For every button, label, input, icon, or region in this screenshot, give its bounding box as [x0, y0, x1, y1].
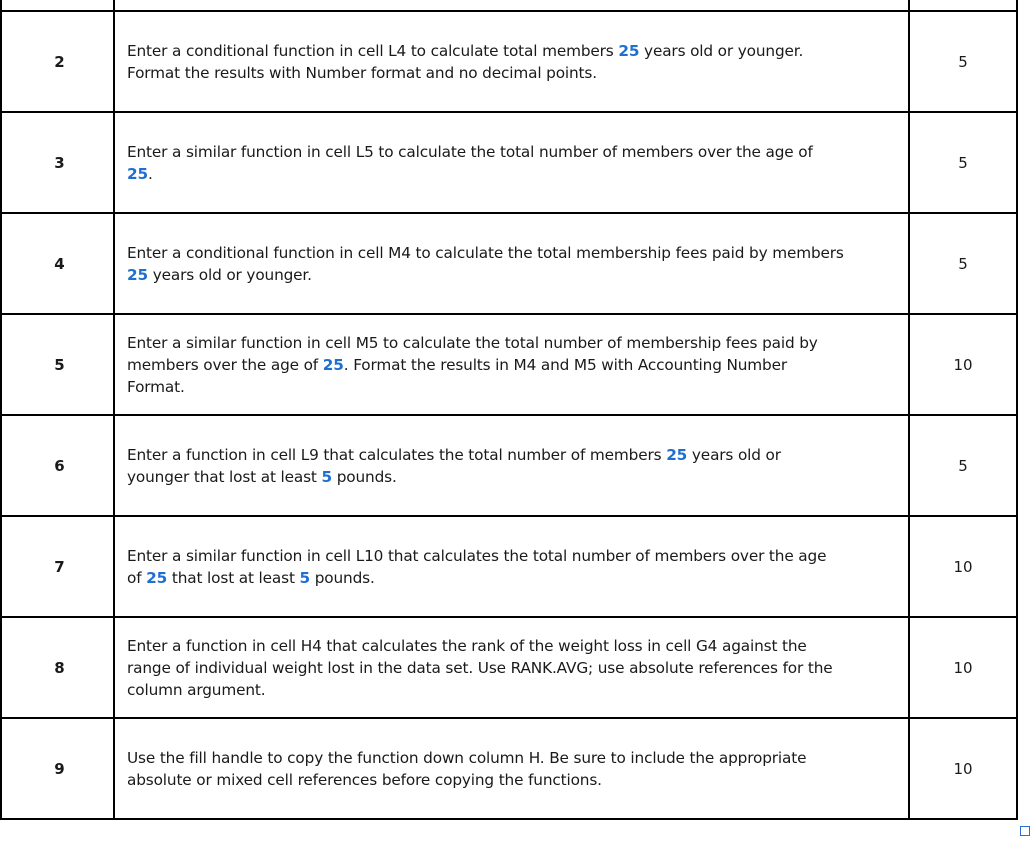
- step-points: 5: [909, 11, 1017, 112]
- step-points: 10: [909, 617, 1017, 718]
- step-description: [114, 112, 909, 213]
- description-text: column argument.: [127, 680, 266, 699]
- step-description: [114, 314, 909, 415]
- description-text: that lost at least: [167, 568, 300, 587]
- description-text: Enter a conditional function in cell L4 to calculate total members: [127, 41, 619, 60]
- description-line: [127, 747, 900, 769]
- fill-handle-square[interactable]: [1020, 826, 1030, 836]
- highlighted-value: 25: [146, 568, 168, 587]
- description-text: Enter a similar function in cell L5 to calculate the total number of members over the age of: [127, 142, 813, 161]
- description-text: Enter a similar function in cell M5 to calculate the total number of membership fees paid by: [127, 333, 818, 352]
- description-line: [127, 657, 900, 679]
- description-text: Use the fill handle to copy the function down column H. Be sure to include the appropriate: [127, 748, 807, 767]
- table-row: [1, 314, 1017, 415]
- step-description: [114, 617, 909, 718]
- step-points: 10: [909, 718, 1017, 819]
- step-points: 10: [909, 314, 1017, 415]
- step-description: [114, 718, 909, 819]
- step-description: [114, 213, 909, 314]
- description-text: . Format the results in M4 and M5 with Accounting Number: [343, 355, 788, 374]
- description-line: [127, 545, 900, 567]
- step-number: 7: [1, 516, 114, 617]
- description-text: of: [127, 568, 147, 587]
- description-text: Enter a function in cell H4 that calculates the rank of the weight loss in cell G4 against the: [127, 636, 807, 655]
- description-line: [127, 444, 900, 466]
- description-line: [127, 163, 900, 185]
- step-number: 9: [1, 718, 114, 819]
- step-points: 5: [909, 415, 1017, 516]
- step-number: 4: [1, 213, 114, 314]
- step-points: 10: [909, 516, 1017, 617]
- description-line: [127, 376, 900, 398]
- step-points: 5: [909, 213, 1017, 314]
- step-description-cell: [114, 0, 909, 11]
- step-number: 5: [1, 314, 114, 415]
- step-description: [114, 11, 909, 112]
- description-text: range of individual weight lost in the data set. Use RANK.AVG; use absolute references for the: [127, 658, 833, 677]
- description-line: [127, 332, 900, 354]
- instructions-table-body: [1, 0, 1017, 819]
- description-line: [127, 567, 900, 589]
- description-text: pounds.: [332, 467, 397, 486]
- description-text: Enter a conditional function in cell M4 to calculate the total membership fees paid by members: [127, 243, 844, 262]
- table-row: [1, 516, 1017, 617]
- step-number: 2: [1, 11, 114, 112]
- description-line: [127, 264, 900, 286]
- highlighted-value: 5: [299, 568, 310, 587]
- description-text: years old or younger.: [148, 265, 312, 284]
- table-row: [1, 415, 1017, 516]
- description-text: Format the results with Number format and no decimal points.: [127, 63, 597, 82]
- description-text: pounds.: [310, 568, 375, 587]
- table-row: [1, 213, 1017, 314]
- table-row: [1, 718, 1017, 819]
- description-line: [127, 635, 900, 657]
- description-text: years old or: [687, 445, 781, 464]
- table-row: [1, 617, 1017, 718]
- description-text: years old or younger.: [639, 41, 804, 60]
- table-row: [1, 112, 1017, 213]
- step-points: 5: [909, 112, 1017, 213]
- table-row: [1, 11, 1017, 112]
- highlighted-value: 5: [321, 467, 332, 486]
- description-line: [127, 466, 900, 488]
- description-line: [127, 354, 900, 376]
- description-text: Enter a similar function in cell L10 that calculates the total number of members over the age: [127, 546, 827, 565]
- description-text: younger that lost at least: [127, 467, 322, 486]
- highlighted-value: 25: [127, 265, 148, 284]
- description-line: [127, 769, 900, 791]
- step-number: 8: [1, 617, 114, 718]
- description-line: [127, 242, 900, 264]
- step-number: 3: [1, 112, 114, 213]
- highlighted-value: 25: [666, 445, 688, 464]
- step-number-cell: [1, 0, 114, 11]
- description-text: .: [148, 164, 153, 183]
- description-line: [127, 62, 900, 84]
- table-row-partial: [1, 0, 1017, 11]
- step-number: 6: [1, 415, 114, 516]
- description-text: absolute or mixed cell references before copying the functions.: [127, 770, 602, 789]
- highlighted-value: 25: [127, 164, 148, 183]
- description-text: Enter a function in cell L9 that calculates the total number of members: [127, 445, 667, 464]
- highlighted-value: 25: [322, 355, 344, 374]
- description-line: [127, 679, 900, 701]
- description-text: members over the age of: [127, 355, 323, 374]
- description-line: [127, 40, 900, 62]
- description-text: Format.: [127, 377, 185, 396]
- description-line: [127, 141, 900, 163]
- highlighted-value: 25: [618, 41, 640, 60]
- step-description: [114, 516, 909, 617]
- points-cell: [909, 0, 1017, 11]
- step-description: [114, 415, 909, 516]
